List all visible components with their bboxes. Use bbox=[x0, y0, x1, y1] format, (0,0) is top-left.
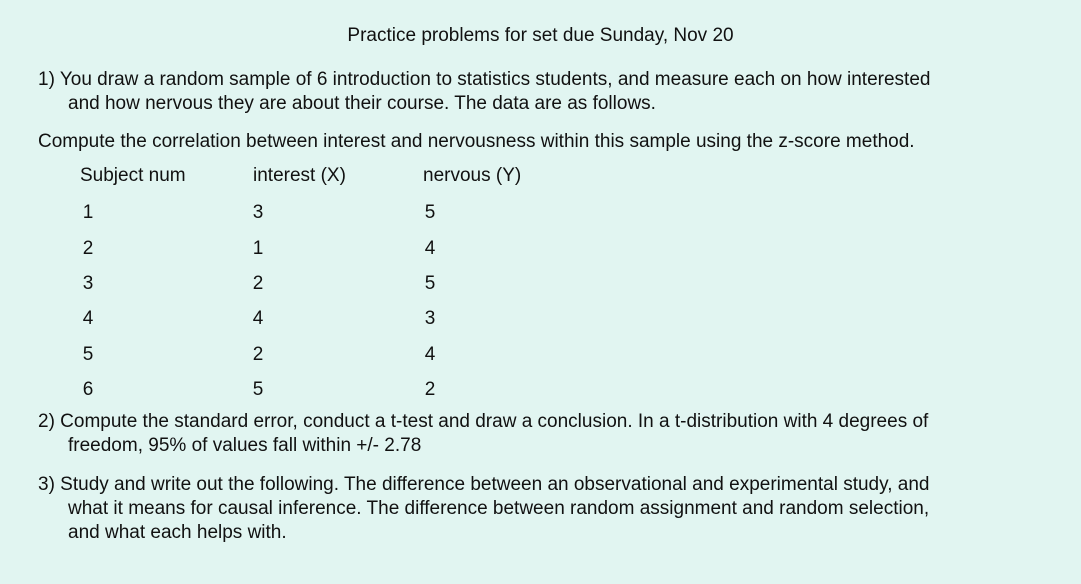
row-2-subject: 2 bbox=[82, 238, 94, 259]
header-interest: interest (X) bbox=[253, 165, 346, 186]
row-4-subject: 4 bbox=[82, 308, 94, 329]
row-3-nervous: 5 bbox=[424, 273, 436, 294]
row-5-subject: 5 bbox=[82, 344, 94, 365]
row-4-interest: 4 bbox=[252, 308, 264, 329]
row-2-nervous: 4 bbox=[424, 238, 436, 259]
row-6-subject: 6 bbox=[82, 379, 94, 400]
header-nervous: nervous (Y) bbox=[423, 165, 522, 186]
header-subject-num: Subject num bbox=[80, 165, 186, 186]
row-5-nervous: 4 bbox=[424, 344, 436, 365]
row-6-nervous: 2 bbox=[424, 379, 436, 400]
problem-3 bbox=[38, 473, 1068, 545]
instruction-text: Compute the correlation between interest and nervousness within this sample using the z-score method. bbox=[38, 131, 915, 152]
row-6-interest: 5 bbox=[252, 379, 264, 400]
data-table bbox=[0, 164, 1081, 404]
problem-3-line-1: 3) Study and write out the following. The difference between an observational and experimental study, and bbox=[38, 474, 930, 495]
page-title: Practice problems for set due Sunday, Nov 20 bbox=[347, 25, 734, 46]
problem-2-line-2: freedom, 95% of values fall within +/- 2.78 bbox=[68, 435, 422, 456]
row-3-interest: 2 bbox=[252, 273, 264, 294]
problem-3-line-2: what it means for causal inference. The difference between random assignment and random selection, bbox=[68, 498, 930, 519]
row-3-subject: 3 bbox=[82, 273, 94, 294]
problem-1 bbox=[38, 68, 1068, 116]
row-1-interest: 3 bbox=[252, 202, 264, 223]
row-5-interest: 2 bbox=[252, 344, 264, 365]
row-1-nervous: 5 bbox=[424, 202, 436, 223]
row-1-subject: 1 bbox=[82, 202, 94, 223]
row-2-interest: 1 bbox=[252, 238, 264, 259]
problem-3-line-3: and what each helps with. bbox=[68, 522, 287, 543]
row-4-nervous: 3 bbox=[424, 308, 436, 329]
problem-2 bbox=[38, 410, 1068, 458]
problem-1-line-2: and how nervous they are about their course. The data are as follows. bbox=[68, 93, 656, 114]
problem-1-line-1: 1) You draw a random sample of 6 introduction to statistics students, and measure each on how interested bbox=[38, 69, 931, 90]
problem-2-line-1: 2) Compute the standard error, conduct a t-test and draw a conclusion. In a t-distribution with 4 degrees of bbox=[38, 411, 929, 432]
